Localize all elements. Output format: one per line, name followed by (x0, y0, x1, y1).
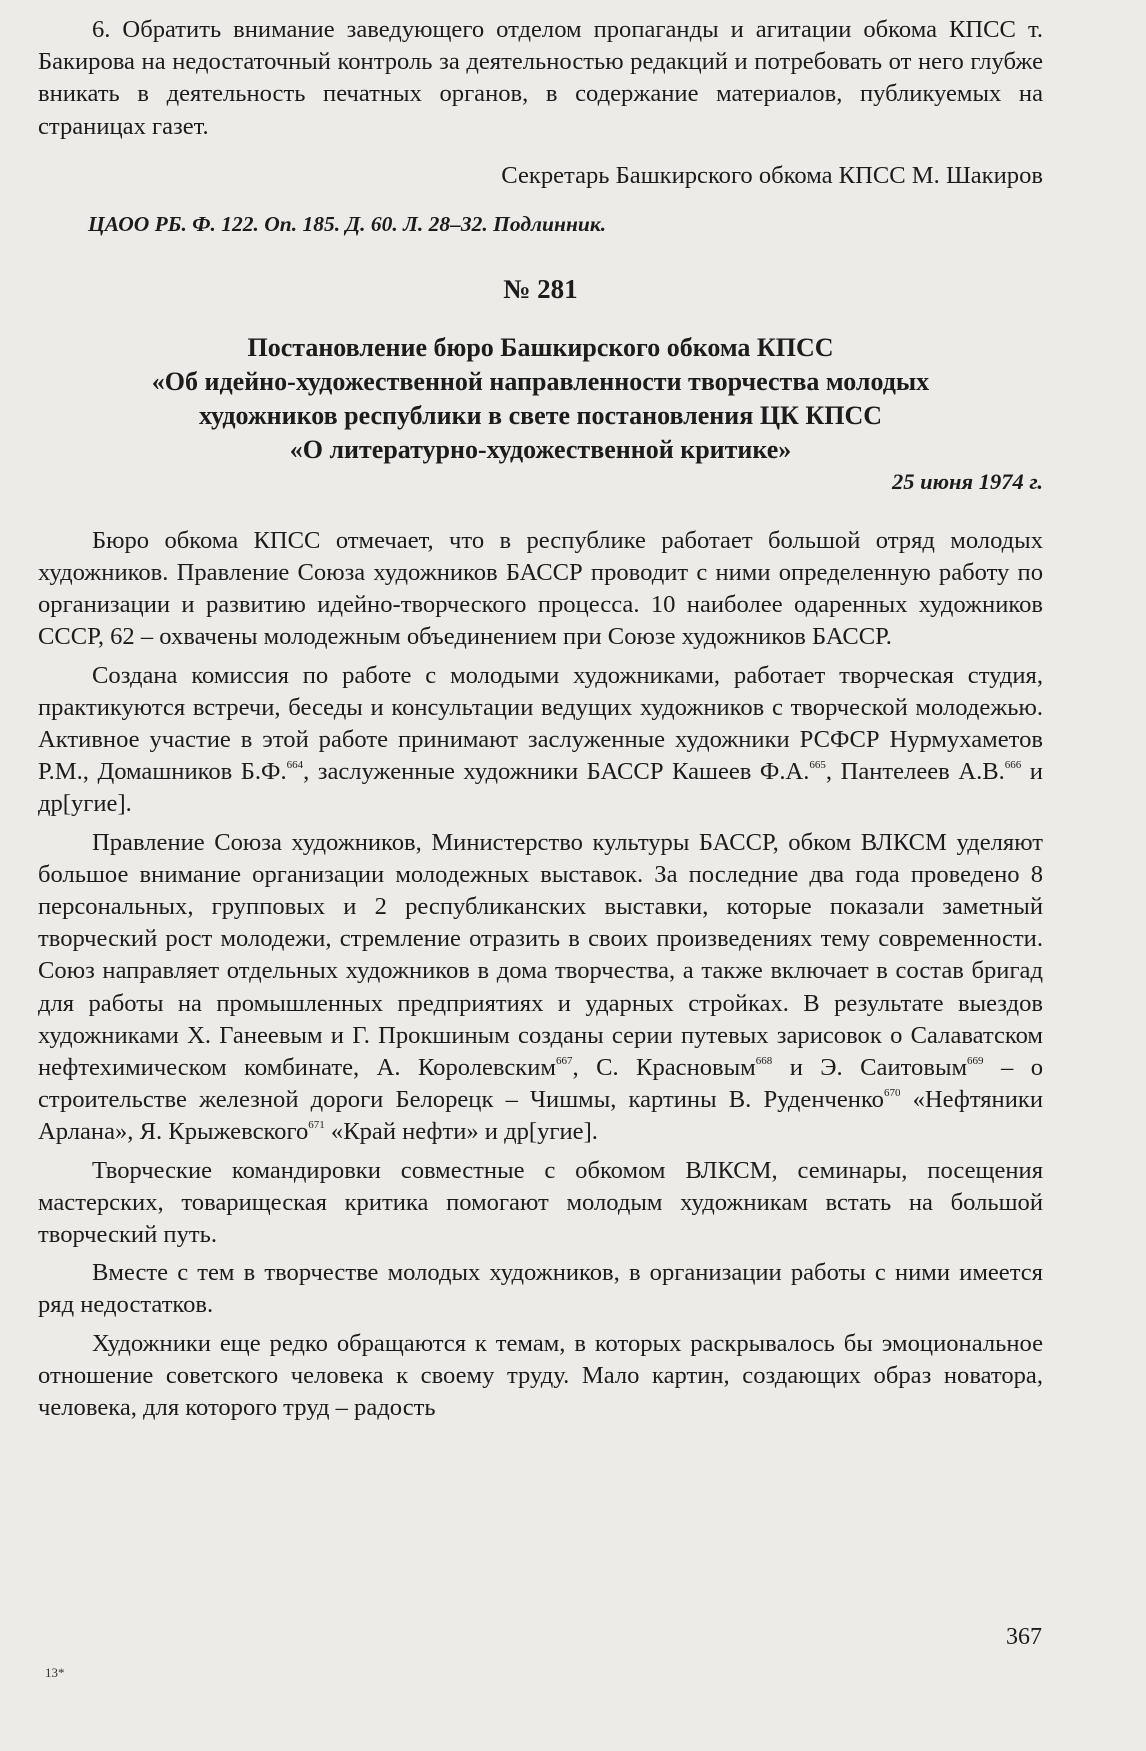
text-run: , заслуженные художники БАССР Кашеев Ф.А. (303, 758, 810, 786)
text-run: Создана комиссия по работе с молодыми художниками, работает творческая студия, практикуются встречи, беседы и консультации ведущих художников с творческой молодежью. Активное участие в этой работе принимают заслуженные художники РСФСР Нурмухаметов Р.М., Домашников Б.Ф. (38, 661, 1043, 786)
footnote-ref: 665 (809, 759, 826, 772)
archive-reference: ЦАОО РБ. Ф. 122. Оп. 185. Д. 60. Л. 28–32. Подлинник. (88, 211, 607, 236)
footnote-ref: 668 (755, 1054, 773, 1067)
text-run: Правление Союза художников, Министерство культуры БАССР, обком ВЛКСМ уделяют большое внимание организации молодежных выставок. За последние два года проведено 8 персональных, групповых и 2 республиканских выставки, которые показали заметный творческий рост молодежи, стремление отразить в своих произведениях тему современности. Союз направляет отдельных художников в дома творчества, а также включает в состав бригад для работы на промышленных предприятиях и ударных стройках. В результате выездов художниками Х. Ганеевым и Г. Прокшиным созданы серии путевых зарисовок о Салаватском нефтехимическом комбинате, А. Королевским (38, 828, 1043, 1082)
printer-signature-mark: 13* (45, 1665, 65, 1680)
document-title-line: «Об идейно-художественной направленности творчества молодых (151, 366, 930, 396)
text-column (38, 14, 1043, 1424)
signature-line: Секретарь Башкирского обкома КПСС М. Шакиров (501, 161, 1043, 189)
text-run: «Нефтяники Арлана», Я. Крыжевского (38, 1086, 1043, 1146)
footnote-ref: 666 (1004, 759, 1022, 772)
text-run: и др[угие]. (38, 758, 1043, 818)
footnote-ref: 664 (286, 759, 304, 772)
document-number: № 281 (503, 273, 578, 304)
paragraph-4: Творческие командировки совместные с обкомом ВЛКСМ, семинары, посещения мастерских, товарищеская критика помогают молодым художникам встать на большой творческий путь. (38, 1156, 1043, 1249)
document-title (38, 331, 1043, 467)
text-run: «Край нефти» и др[угие]. (324, 1118, 598, 1146)
paragraph-3 (38, 827, 1043, 1149)
footnote-ref: 671 (308, 1119, 325, 1132)
document-title-line: Постановление бюро Башкирского обкома КПСС (247, 332, 834, 362)
text-run: , С. Красновым (572, 1054, 756, 1082)
footnote-ref: 669 (967, 1054, 984, 1067)
document-title-line: художников республики в свете постановления ЦК КПСС (198, 400, 883, 430)
document-date: 25 июня 1974 г. (891, 468, 1043, 494)
text-run: и Э. Саитовым (772, 1054, 968, 1082)
footnote-ref: 667 (555, 1054, 573, 1067)
page-number: 367 (1006, 1624, 1042, 1650)
paragraph-1: Бюро обкома КПСС отмечает, что в республике работает большой отряд молодых художников. Правление Союза художников БАССР проводит с ними определенную работу по организации и развитию идейно-творческого процесса. 10 наиболее одаренных художников СССР, 62 – охвачены молодежным объединением при Союзе художников БАССР. (38, 526, 1043, 651)
text-run: , Пантелеев А.В. (825, 758, 1005, 786)
paragraph-6: Художники еще редко обращаются к темам, в которых раскрывалось бы эмоциональное отношение советского человека к своему труду. Мало картин, создающих образ новатора, человека, для которого труд – радость (38, 1329, 1043, 1422)
continuation-paragraph: 6. Обратить внимание заведующего отделом пропаганды и агитации обкома КПСС т. Бакирова на недостаточный контроль за деятельностью редакций и потребовать от него глубже вникать в деятельность печатных органов, в содержание материалов, публикуемых на страницах газет. (38, 16, 1043, 140)
document-title-line: «О литературно-художественной критике» (289, 434, 792, 464)
footnote-ref: 670 (883, 1087, 901, 1100)
paragraph-5: Вместе с тем в творчестве молодых художников, в организации работы с ними имеется ряд недостатков. (38, 1259, 1043, 1319)
text-run: – о строительстве железной дороги Белорецк – Чишмы, картины В. Руденченко (38, 1054, 1043, 1114)
paragraph-2 (38, 660, 1043, 821)
